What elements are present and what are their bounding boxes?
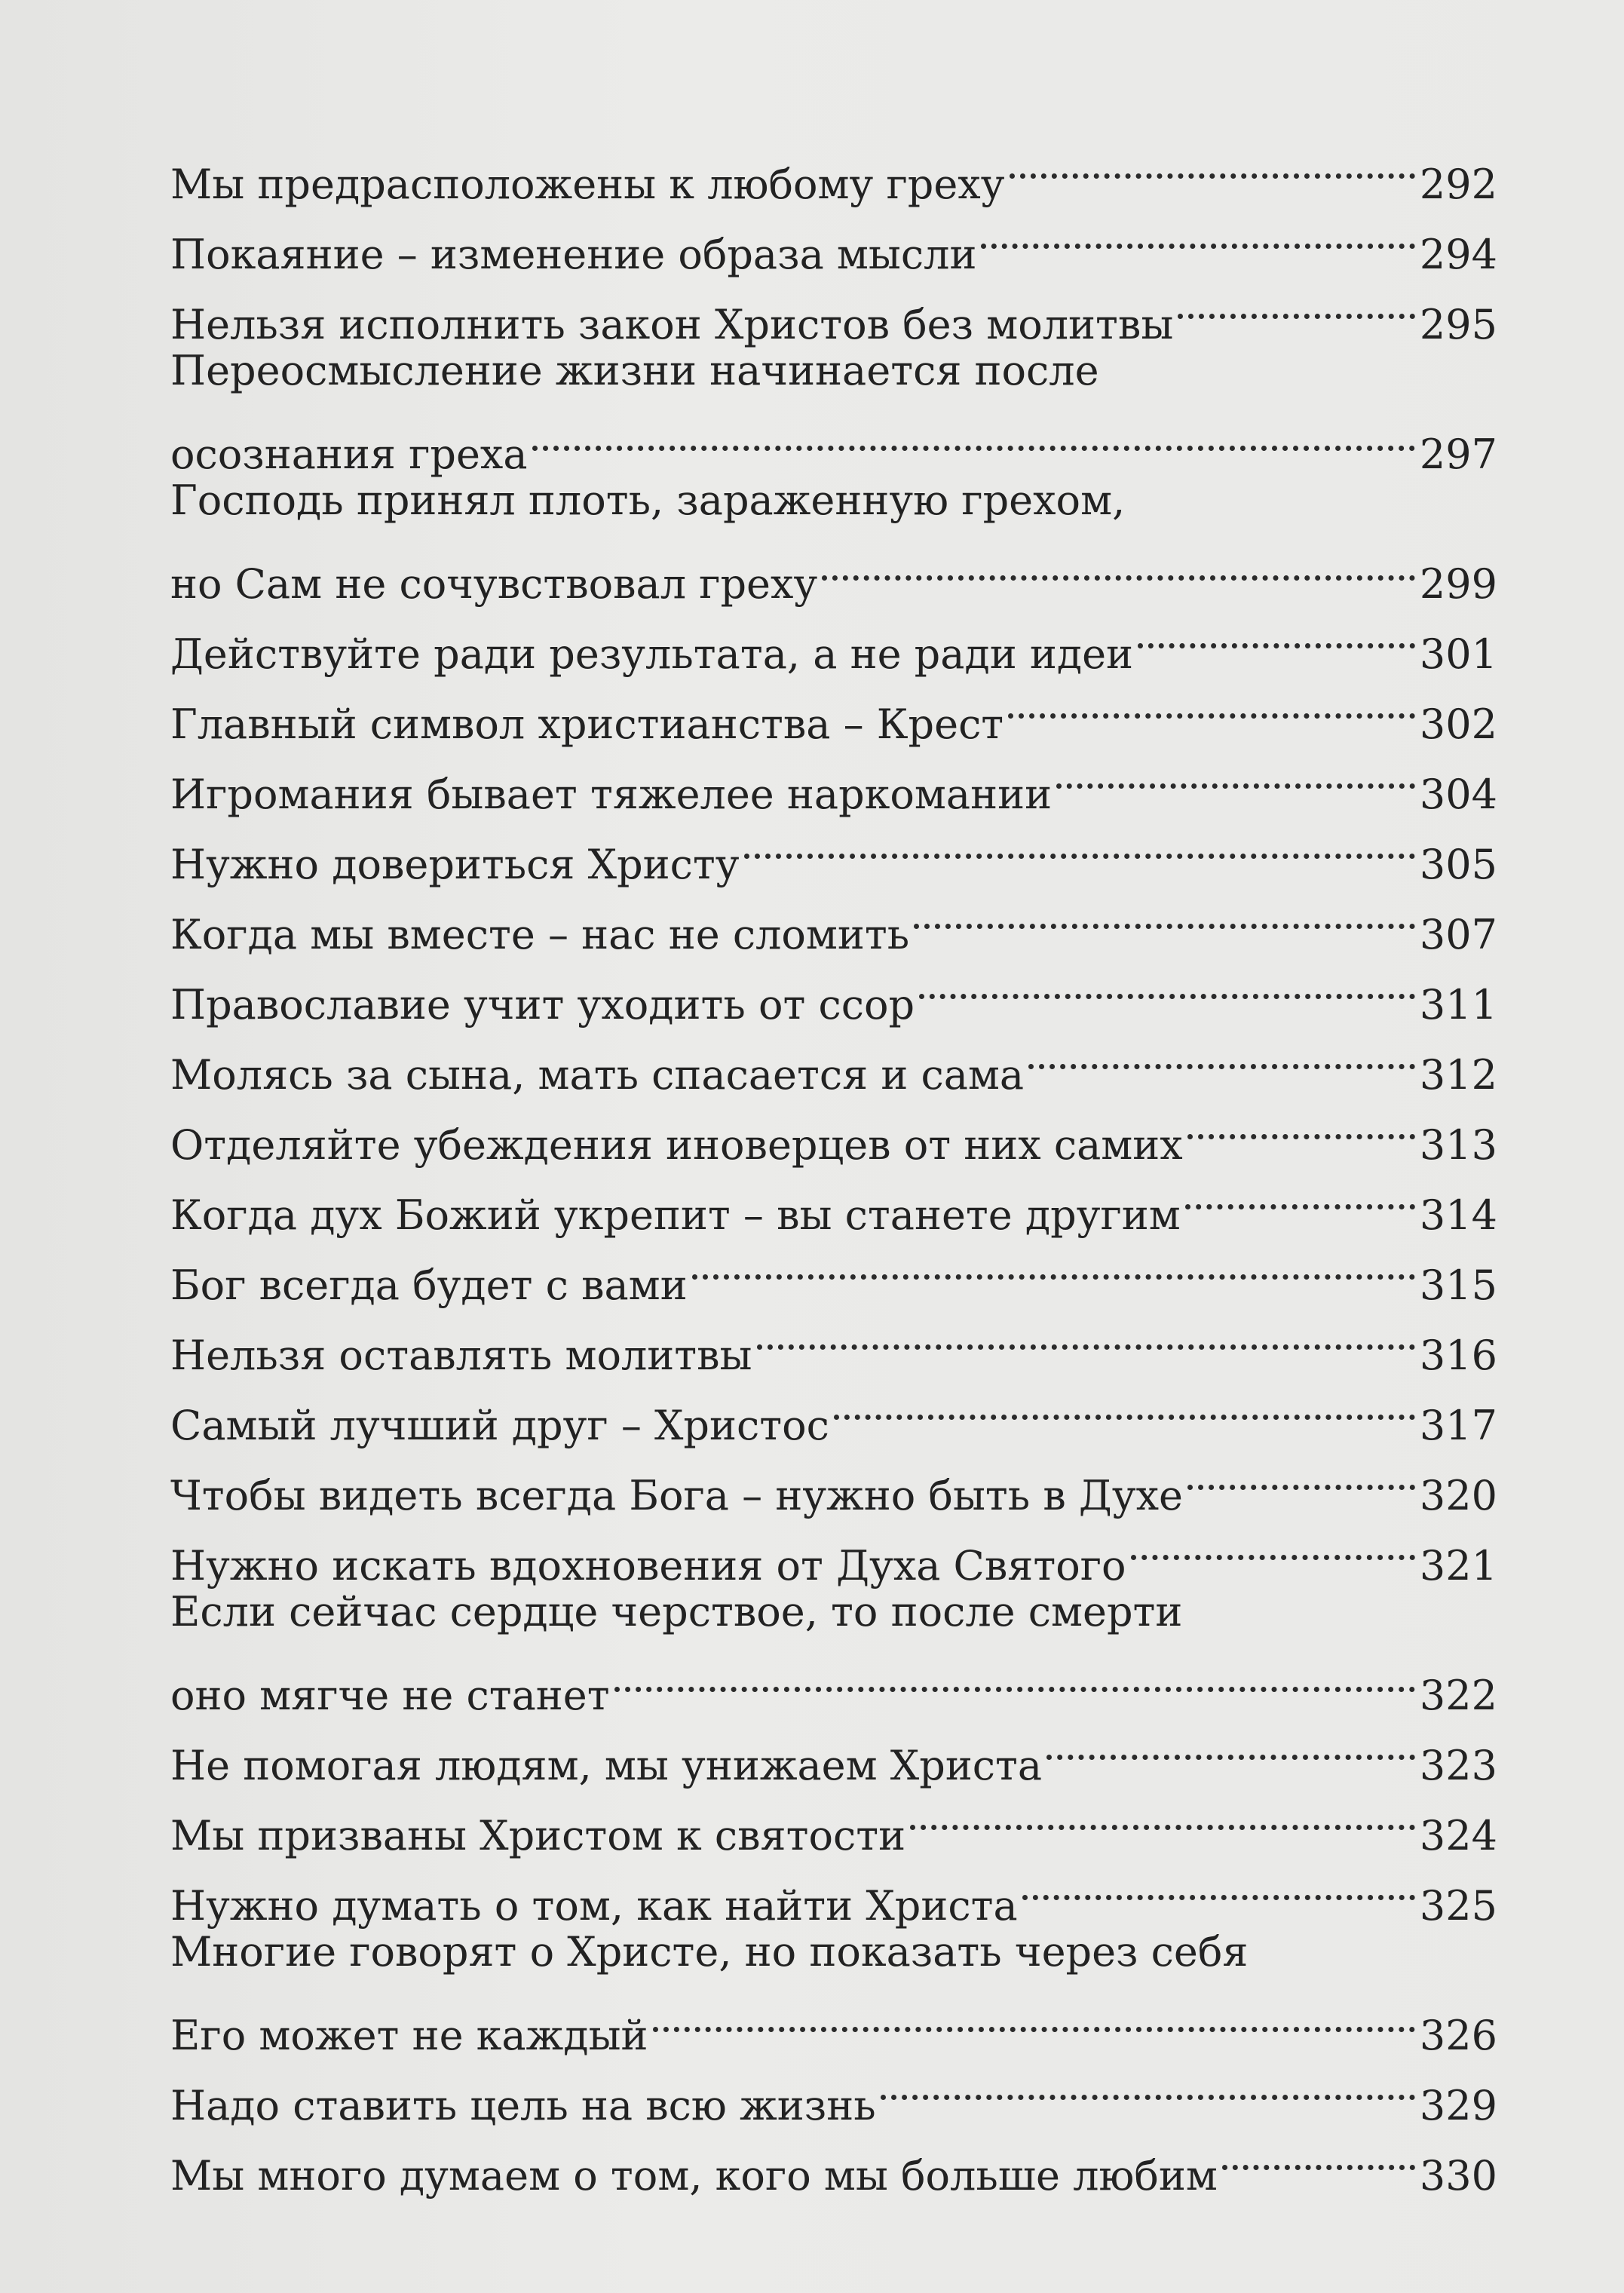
toc-page-number: 302: [1419, 700, 1497, 748]
toc-entry-title: Нельзя исполнить закон Христов без молитвы: [170, 301, 1174, 348]
toc-page-number: 304: [1419, 771, 1497, 818]
toc-entry-title: Игромания бывает тяжелее наркомании: [170, 771, 1053, 818]
toc-page-number: 323: [1419, 1742, 1497, 1789]
toc-entry-title: Чтобы видеть всегда Бога – нужно быть в Духе: [170, 1472, 1184, 1519]
dot-leader: [834, 1369, 1415, 1439]
toc-entry-title: Действуйте ради результата, а не ради идеи: [170, 630, 1134, 678]
toc-page-number: 330: [1419, 2152, 1497, 2200]
toc-page-number: 301: [1419, 630, 1497, 678]
toc-page-number: 317: [1419, 1402, 1497, 1449]
dot-leader: [919, 949, 1415, 1019]
dot-leader: [1046, 1709, 1415, 1780]
toc-entry-title: осознания греха: [170, 431, 528, 478]
toc-page-number: 316: [1419, 1332, 1497, 1379]
dot-leader: [1131, 1510, 1415, 1580]
toc-entry: [170, 339, 1497, 478]
toc-entry-title: Нужно искать вдохновения от Духа Святого: [170, 1542, 1126, 1589]
toc-page-number: 307: [1419, 911, 1497, 958]
dot-leader: [1010, 128, 1415, 198]
toc-entry-line: [170, 339, 1497, 403]
dot-leader: [1008, 668, 1415, 738]
toc-entry-line: [170, 1645, 1497, 1719]
dot-leader: [757, 1299, 1415, 1369]
toc-entry: [170, 1920, 1497, 2059]
toc-entry: [170, 1580, 1497, 1719]
toc-entry-title: Господь принял плоть, зараженную грехом,: [170, 477, 1126, 524]
toc-page-number: 313: [1419, 1121, 1497, 1169]
toc-page-number: 321: [1419, 1542, 1497, 1589]
toc-page-number: 315: [1419, 1261, 1497, 1309]
toc-entry-title: Когда мы вместе – нас не сломить: [170, 911, 910, 958]
dot-leader: [1178, 268, 1415, 339]
toc-entry-title: Самый лучший друг – Христос: [170, 1402, 829, 1449]
toc-entry-title: Мы предрасположены к любому греху: [170, 161, 1005, 208]
toc-entry-title: Надо ставить цель на всю жизнь: [170, 2082, 876, 2129]
toc-page-number: 299: [1419, 560, 1497, 608]
toc-entry-title: Его может не каждый: [170, 2012, 648, 2059]
toc-entry-line: [170, 1920, 1497, 1985]
table-of-contents: [170, 128, 1497, 2200]
dot-leader: [692, 1229, 1415, 1299]
toc-page-number: 295: [1419, 301, 1497, 348]
dot-leader: [1022, 1850, 1415, 1920]
dot-leader: [1187, 1089, 1415, 1159]
dot-leader: [532, 403, 1415, 468]
dot-leader: [1185, 1159, 1415, 1229]
toc-entry-line: [170, 128, 1497, 208]
toc-entry-line: [170, 533, 1497, 608]
toc-entry-line: [170, 1985, 1497, 2059]
toc-entry-title: оно мягче не станет: [170, 1672, 610, 1719]
toc-entry-title: Не помогая людям, мы унижаем Христа: [170, 1742, 1043, 1789]
toc-entry-title: Многие говорят о Христе, но показать через себя: [170, 1928, 1249, 1976]
dot-leader: [1028, 1019, 1415, 1089]
toc-page-number: 305: [1419, 841, 1497, 888]
toc-entry-title: Покаяние – изменение образа мысли: [170, 231, 977, 278]
toc-entry-title: но Сам не сочувствовал греху: [170, 560, 818, 608]
toc-entry-title: Если сейчас сердце черствое, то после смерти: [170, 1588, 1183, 1635]
toc-page-number: 325: [1419, 1882, 1497, 1930]
toc-page-number: 311: [1419, 981, 1497, 1028]
toc-entry-title: Переосмысление жизни начинается после: [170, 347, 1099, 394]
toc-page-number: 294: [1419, 231, 1497, 278]
toc-page-number: 320: [1419, 1472, 1497, 1519]
toc-entry-line: [170, 403, 1497, 478]
dot-leader: [614, 1645, 1415, 1709]
toc-entry-title: Молясь за сына, мать спасается и сама: [170, 1051, 1025, 1099]
dot-leader: [822, 533, 1415, 598]
toc-entry-title: Главный символ христианства – Крест: [170, 700, 1004, 748]
toc-entry-title: Бог всегда будет с вами: [170, 1261, 688, 1309]
dot-leader: [1056, 738, 1415, 808]
toc-page-number: 326: [1419, 2012, 1497, 2059]
toc-entry-line: [170, 1580, 1497, 1645]
toc-entry-title: Мы много думаем о том, кого мы больше любим: [170, 2152, 1218, 2200]
toc-page-number: 329: [1419, 2082, 1497, 2129]
toc-entry-title: Православие учит уходить от ссор: [170, 981, 915, 1028]
dot-leader: [1138, 598, 1415, 668]
toc-entry-title: Мы призваны Христом к святости: [170, 1812, 906, 1859]
toc-entry-title: Нужно думать о том, как найти Христа: [170, 1882, 1018, 1930]
toc-page-number: 297: [1419, 431, 1497, 478]
dot-leader: [744, 808, 1415, 878]
toc-page-number: 292: [1419, 161, 1497, 208]
toc-entry-title: Когда дух Божий укрепит – вы станете другим: [170, 1191, 1181, 1239]
dot-leader: [1187, 1439, 1415, 1510]
toc-entry: [170, 128, 1497, 208]
toc-entry-title: Нельзя оставлять молитвы: [170, 1332, 752, 1379]
dot-leader: [653, 1985, 1415, 2049]
toc-entry-title: Нужно довериться Христу: [170, 841, 740, 888]
dot-leader: [881, 2049, 1415, 2120]
dot-leader: [1222, 2120, 1415, 2190]
toc-page-number: 312: [1419, 1051, 1497, 1099]
toc-page-number: 314: [1419, 1191, 1497, 1239]
toc-page-number: 322: [1419, 1672, 1497, 1719]
dot-leader: [910, 1780, 1415, 1850]
toc-entry-title: Отделяйте убеждения иноверцев от них самих: [170, 1121, 1183, 1169]
toc-entry: [170, 468, 1497, 608]
dot-leader: [914, 878, 1415, 949]
toc-page-number: 324: [1419, 1812, 1497, 1859]
toc-entry-line: [170, 468, 1497, 533]
dot-leader: [981, 198, 1414, 268]
